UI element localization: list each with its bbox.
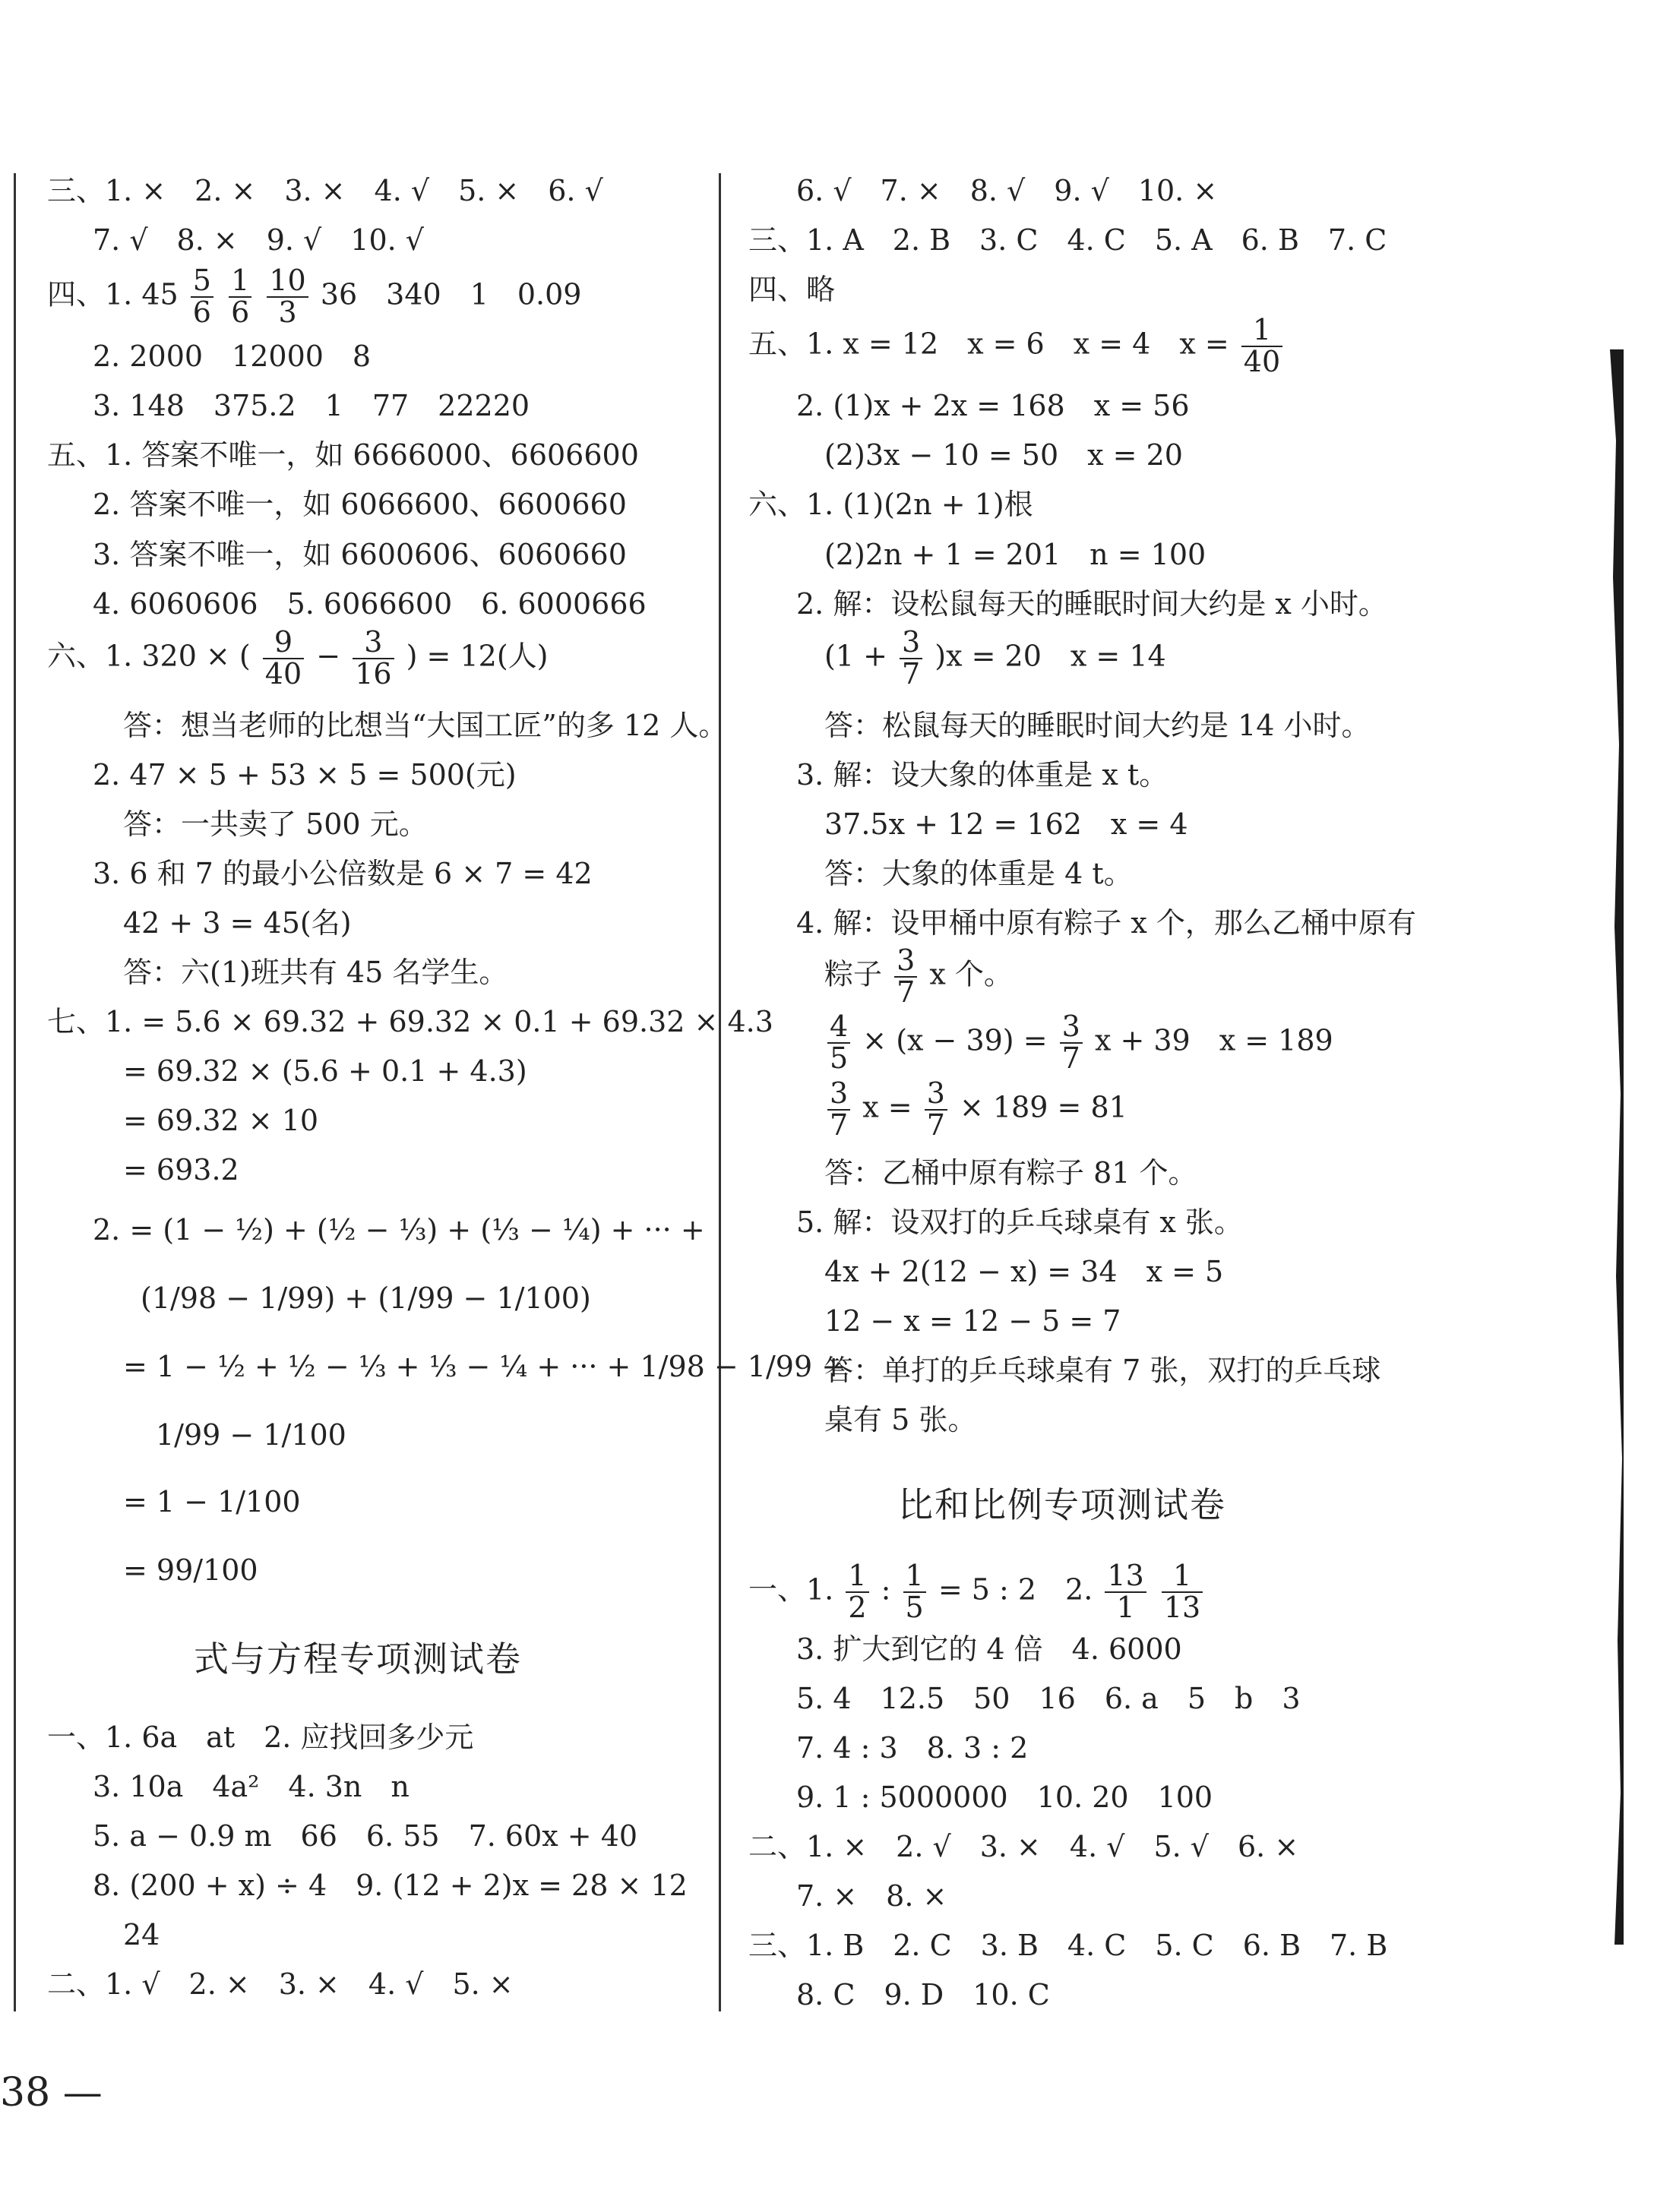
answer-line: 4. 解：设甲桶中原有粽子 x 个，那么乙桶中原有: [796, 906, 1416, 940]
answer-line: 四、略: [748, 273, 836, 306]
answer-line: 3. 答案不唯一，如 6600606、6060660: [93, 538, 627, 571]
answer-line: 2. 解：设松鼠每天的睡眠时间大约是 x 小时。: [796, 587, 1387, 621]
denominator: 5: [830, 1041, 849, 1075]
fraction: [827, 1076, 850, 1142]
answer-line: 2. 2000 12000 8: [93, 340, 372, 373]
line-text: 36 340 1 0.09: [320, 277, 582, 311]
answer-line: 8. C 9. D 10. C: [796, 1978, 1050, 2011]
fraction: [1105, 1561, 1146, 1623]
answer-line: 9. 1 : 5000000 10. 20 100: [796, 1781, 1213, 1814]
denominator: 6: [231, 295, 250, 329]
answer-line: 4. 6060606 5. 6066600 6. 6000666: [93, 587, 647, 621]
answer-line: 答：一共卖了 500 元。: [123, 807, 428, 841]
answer-line: 3. 10a 4a² 4. 3n n: [93, 1770, 410, 1803]
answer-line: 一、1. 6a at 2. 应找回多少元: [47, 1721, 474, 1754]
fraction: [267, 266, 308, 328]
answer-line: 24: [123, 1918, 160, 1951]
fraction: [229, 266, 251, 328]
numerator: 1: [846, 1561, 868, 1593]
line-text: 一、1.: [748, 1572, 834, 1607]
answer-line: [824, 627, 1166, 690]
answer-line: = 69.32 × 10: [123, 1104, 319, 1137]
answer-line: 7. √ 8. × 9. √ 10. √: [93, 223, 424, 257]
answer-line: 答：六(1)班共有 45 名学生。: [123, 956, 508, 989]
answer-line: 37.5x + 12 = 162 x = 4: [824, 807, 1188, 841]
fraction: [1162, 1561, 1203, 1623]
answer-line: 答：想当老师的比想当“大国工匠”的多 12 人。: [123, 709, 728, 742]
numerator: 13: [1105, 1561, 1146, 1593]
numerator: 3: [900, 627, 922, 659]
denominator: 40: [264, 656, 302, 690]
fraction: [900, 627, 922, 690]
numerator: 1: [1162, 1561, 1203, 1593]
fraction: [353, 627, 394, 690]
line-text: :: [881, 1572, 891, 1607]
answer-line: [47, 266, 581, 328]
denominator: 5: [905, 1590, 924, 1624]
fraction: [1241, 315, 1282, 378]
denominator: 7: [902, 656, 921, 690]
numerator: 3: [925, 1079, 947, 1111]
numerator: 1: [229, 266, 251, 298]
numerator: 1: [1241, 315, 1282, 347]
numerator: 3: [1060, 1012, 1083, 1044]
answer-line: 二、1. √ 2. × 3. × 4. √ 5. ×: [47, 1967, 514, 2001]
section-title: 式与方程专项测试卷: [194, 1638, 522, 1680]
answer-line: (1/98 − 1/99) + (1/99 − 1/100): [141, 1281, 591, 1315]
fraction: [925, 1076, 947, 1142]
answer-line: 三、1. B 2. C 3. B 4. C 5. C 6. B 7. B: [748, 1929, 1388, 1962]
fraction: [191, 266, 213, 328]
answer-line: [748, 1561, 1206, 1623]
answer-line: [824, 1012, 1333, 1074]
numerator: 3: [827, 1079, 850, 1111]
line-text: 六、1. 320 × (: [47, 639, 251, 673]
answer-line: 5. a − 0.9 m 66 6. 55 7. 60x + 40: [93, 1819, 638, 1853]
fraction: [846, 1561, 868, 1623]
denominator: 3: [278, 295, 297, 329]
answer-line: 4x + 2(12 − x) = 34 x = 5: [824, 1255, 1224, 1288]
answer-line: 二、1. × 2. √ 3. × 4. √ 5. √ 6. ×: [748, 1830, 1299, 1863]
answer-line: 5. 4 12.5 50 16 6. a 5 b 3: [796, 1682, 1301, 1715]
numerator: 9: [263, 627, 304, 659]
answer-line: = 99/100: [123, 1553, 258, 1587]
answer-line: 答：松鼠每天的睡眠时间大约是 14 小时。: [824, 709, 1371, 742]
line-text: 粽子: [824, 957, 883, 991]
column-divider: [719, 173, 721, 2011]
answer-line: 答：单打的乒乓球桌有 7 张，双打的乒乓球: [824, 1354, 1381, 1387]
answer-line: 8. (200 + x) ÷ 4 9. (12 + 2)x = 28 × 12: [93, 1869, 688, 1902]
answer-line: 3. 扩大到它的 4 倍 4. 6000: [796, 1632, 1182, 1666]
answer-line: 42 + 3 = 45(名): [123, 906, 352, 940]
line-text: ) = 12(人): [406, 639, 549, 673]
denominator: 7: [830, 1108, 849, 1142]
answer-line: = 69.32 × (5.6 + 0.1 + 4.3): [123, 1054, 527, 1088]
answer-line: 3. 解：设大象的体重是 x t。: [796, 758, 1169, 792]
denominator: 13: [1163, 1590, 1201, 1624]
line-text: −: [316, 639, 341, 673]
denominator: 2: [848, 1590, 867, 1624]
line-text: x + 39 x = 189: [1094, 1023, 1333, 1057]
denominator: 40: [1243, 344, 1281, 378]
line-text: x =: [862, 1090, 912, 1124]
answer-line: 五、1. 答案不唯一，如 6666000、6606600: [47, 438, 639, 472]
answer-line: 7. × 8. ×: [796, 1879, 947, 1913]
answer-line: 12 − x = 12 − 5 = 7: [824, 1304, 1121, 1338]
answer-line: [824, 943, 1013, 1009]
line-text: 四、1. 45: [47, 277, 179, 311]
answer-line: 答：大象的体重是 4 t。: [824, 857, 1133, 890]
answer-line: (2)2n + 1 = 201 n = 100: [824, 538, 1207, 571]
fraction: [1060, 1012, 1083, 1074]
fraction: [894, 943, 917, 1009]
fraction: [827, 1012, 850, 1074]
fraction: [903, 1561, 926, 1623]
line-text: × (x − 39) =: [862, 1023, 1048, 1057]
answer-line: 桌有 5 张。: [824, 1403, 977, 1436]
fraction: [263, 627, 304, 690]
numerator: 5: [191, 266, 213, 298]
answer-line: [824, 1076, 1127, 1142]
answer-line: 六、1. (1)(2n + 1)根: [748, 488, 1033, 521]
answer-line: 2. (1)x + 2x = 168 x = 56: [796, 389, 1190, 422]
answer-line: 答：乙桶中原有粽子 81 个。: [824, 1156, 1197, 1190]
line-text: = 5 : 2 2.: [938, 1572, 1093, 1607]
answer-line: 七、1. = 5.6 × 69.32 + 69.32 × 0.1 + 69.32 × 4.3: [47, 1005, 773, 1038]
section-title: 比和比例专项测试卷: [898, 1484, 1226, 1525]
answer-line: 2. 47 × 5 + 53 × 5 = 500(元): [93, 758, 517, 792]
denominator: 16: [355, 656, 392, 690]
line-text: )x = 20 x = 14: [935, 639, 1166, 673]
answer-line: 3. 6 和 7 的最小公倍数是 6 × 7 = 42: [93, 857, 593, 890]
denominator: 7: [926, 1108, 945, 1142]
answer-line: [748, 315, 1286, 378]
answer-line: 三、1. A 2. B 3. C 4. C 5. A 6. B 7. C: [748, 223, 1387, 257]
left-margin-rule: [14, 173, 16, 2011]
torn-edge-decoration: [1598, 349, 1624, 1945]
answer-line: = 1 − 1/100: [123, 1485, 301, 1518]
answer-line: [47, 627, 548, 690]
answer-line: 6. √ 7. × 8. √ 9. √ 10. ×: [796, 174, 1218, 207]
numerator: 1: [903, 1561, 926, 1593]
answer-line: (2)3x − 10 = 50 x = 20: [824, 438, 1183, 472]
answer-line: 1/99 − 1/100: [156, 1418, 346, 1452]
numerator: 4: [827, 1012, 850, 1044]
denominator: 7: [897, 975, 916, 1009]
answer-line: 2. 答案不唯一，如 6066600、6600660: [93, 488, 627, 521]
line-text: × 189 = 81: [960, 1090, 1127, 1124]
answer-line: 5. 解：设双打的乒乓球桌有 x 张。: [796, 1206, 1243, 1239]
answer-line: = 693.2: [123, 1153, 239, 1187]
answer-line: = 1 − ½ + ½ − ⅓ + ⅓ − ¼ + ··· + 1/98 − 1/99 +: [123, 1350, 846, 1383]
line-text: 五、1. x = 12 x = 6 x = 4 x =: [748, 327, 1229, 361]
answer-line: 7. 4 : 3 8. 3 : 2: [796, 1731, 1029, 1765]
numerator: 3: [353, 627, 394, 659]
denominator: 1: [1116, 1590, 1135, 1624]
denominator: 7: [1061, 1041, 1080, 1075]
numerator: 10: [267, 266, 308, 298]
line-text: (1 +: [824, 639, 887, 673]
answer-line: 2. = (1 − ½) + (½ − ⅓) + (⅓ − ¼) + ··· +: [93, 1213, 705, 1247]
numerator: 3: [894, 946, 917, 978]
answer-line: 三、1. × 2. × 3. × 4. √ 5. × 6. √: [47, 174, 603, 207]
answer-line: 3. 148 375.2 1 77 22220: [93, 389, 530, 422]
page-number: 38 —: [0, 2070, 103, 2116]
denominator: 6: [192, 295, 211, 329]
line-text: x 个。: [929, 957, 1013, 991]
